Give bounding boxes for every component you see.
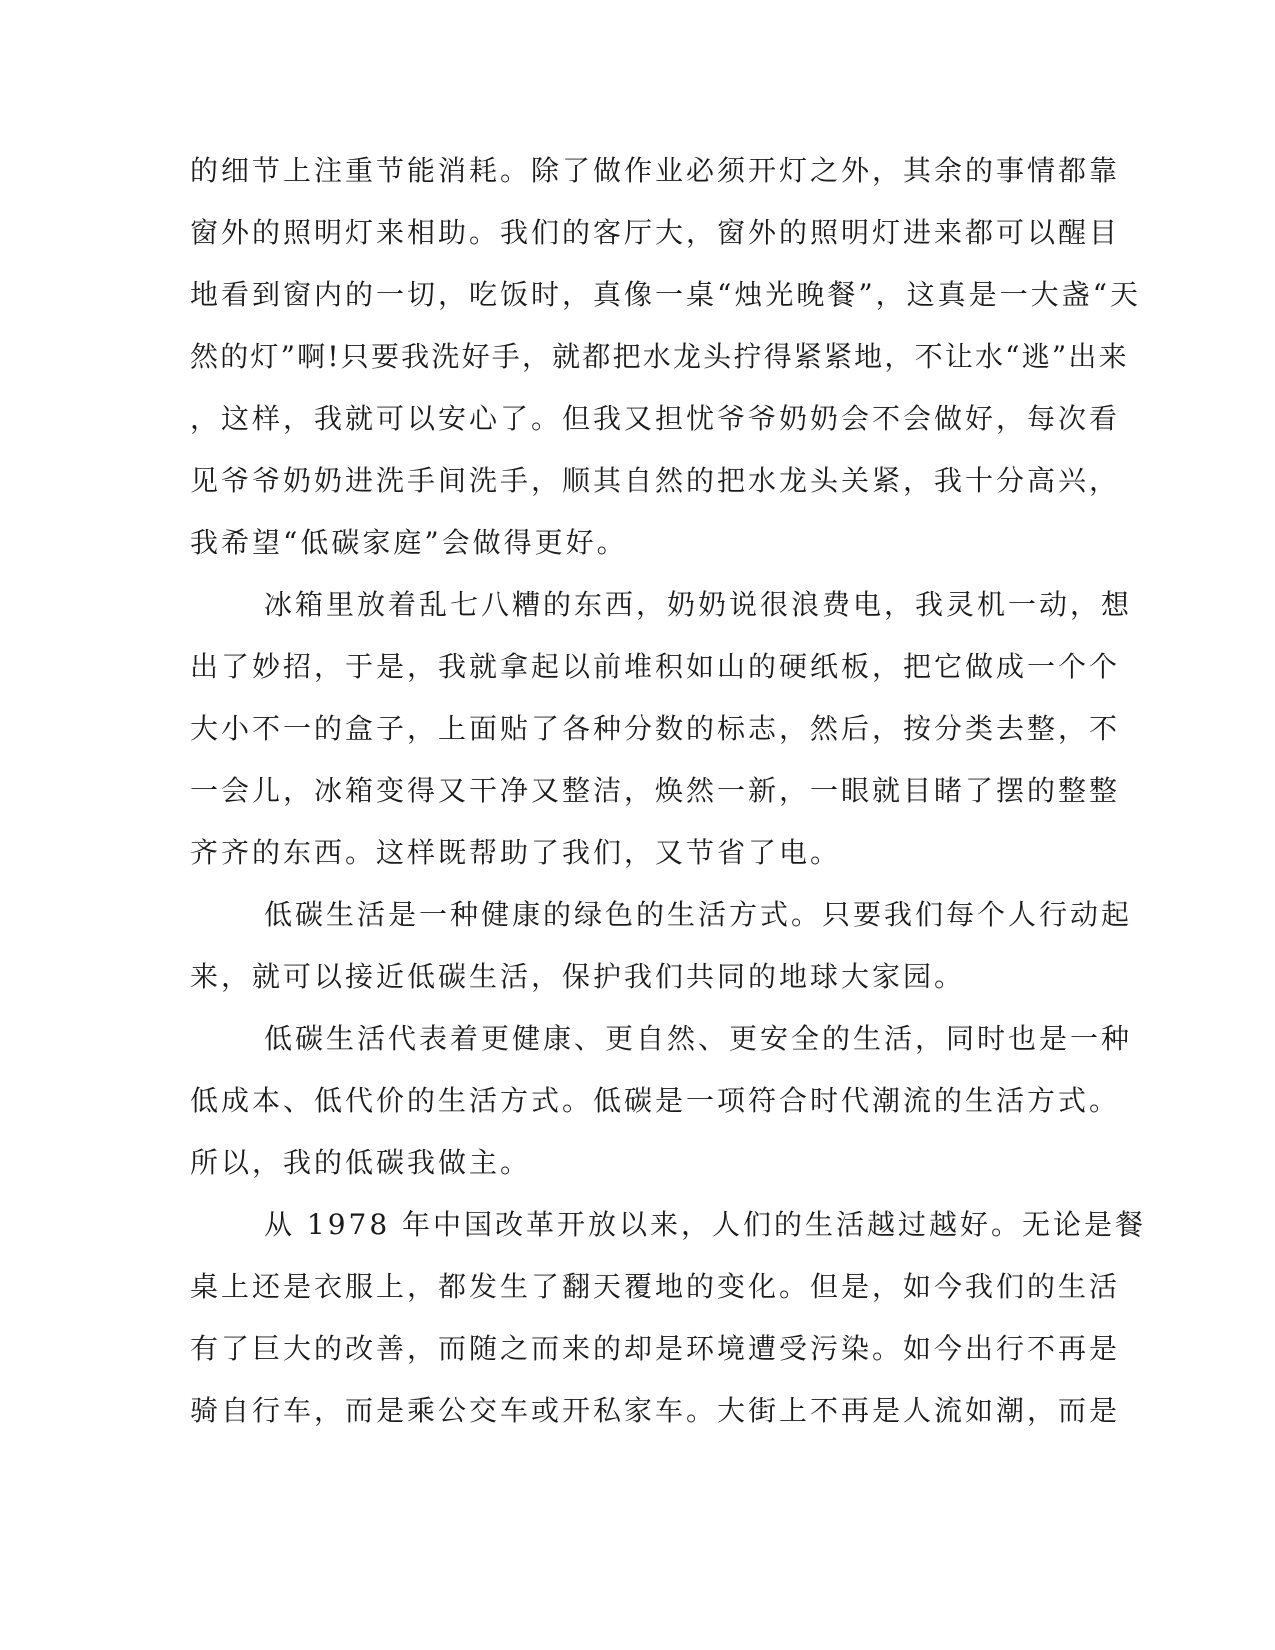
text-line: 从 1978 年中国改革开放以来，人们的生活越过越好。无论是餐 bbox=[264, 1208, 1147, 1241]
text-line: 齐齐的东西。这样既帮助了我们，又节省了电。 bbox=[190, 836, 842, 869]
text-line: 地看到窗内的一切，吃饭时，真像一桌“烛光晚餐”，这真是一大盏“天 bbox=[190, 278, 1141, 311]
text-line: 低碳生活代表着更健康、更自然、更安全的生活，同时也是一种 bbox=[264, 1022, 1133, 1055]
text-line: 然的灯”啊!只要我洗好手，就都把水龙头拧得紧紧地，不让水“逃”出来 bbox=[190, 340, 1129, 373]
text-line: 见爷爷奶奶进洗手间洗手，顺其自然的把水龙头关紧，我十分高兴， bbox=[190, 464, 1121, 497]
paragraph bbox=[190, 140, 1141, 574]
body-text bbox=[190, 140, 1147, 1442]
paragraph bbox=[190, 1194, 1147, 1442]
paragraph bbox=[190, 1008, 1133, 1194]
text-line: 所以，我的低碳我做主。 bbox=[190, 1146, 532, 1179]
text-line: ，这样，我就可以安心了。但我又担忧爷爷奶奶会不会做好，每次看 bbox=[190, 402, 1121, 435]
text-line: 来，就可以接近低碳生活，保护我们共同的地球大家园。 bbox=[190, 960, 966, 993]
text-line: 大小不一的盒子，上面贴了各种分数的标志，然后，按分类去整，不 bbox=[190, 712, 1121, 745]
text-line: 骑自行车，而是乘公交车或开私家车。大街上不再是人流如潮，而是 bbox=[190, 1394, 1121, 1427]
text-line: 的细节上注重节能消耗。除了做作业必须开灯之外，其余的事情都靠 bbox=[190, 154, 1121, 187]
text-line: 窗外的照明灯来相助。我们的客厅大，窗外的照明灯进来都可以醒目 bbox=[190, 216, 1121, 249]
text-line: 有了巨大的改善，而随之而来的却是环境遭受污染。如今出行不再是 bbox=[190, 1332, 1121, 1365]
text-line: 出了妙招，于是，我就拿起以前堆积如山的硬纸板，把它做成一个个 bbox=[190, 650, 1121, 683]
text-line: 一会儿，冰箱变得又干净又整洁，焕然一新，一眼就目睹了摆的整整 bbox=[190, 774, 1121, 807]
text-line: 低碳生活是一种健康的绿色的生活方式。只要我们每个人行动起 bbox=[264, 898, 1133, 931]
text-line: 桌上还是衣服上，都发生了翻天覆地的变化。但是，如今我们的生活 bbox=[190, 1270, 1121, 1303]
paragraph bbox=[190, 884, 1133, 1008]
text-line: 低成本、低代价的生活方式。低碳是一项符合时代潮流的生活方式。 bbox=[190, 1084, 1121, 1117]
text-line: 冰箱里放着乱七八糟的东西，奶奶说很浪费电，我灵机一动，想 bbox=[264, 588, 1133, 621]
paragraph bbox=[190, 574, 1133, 884]
text-line: 我希望“低碳家庭”会做得更好。 bbox=[190, 526, 628, 559]
